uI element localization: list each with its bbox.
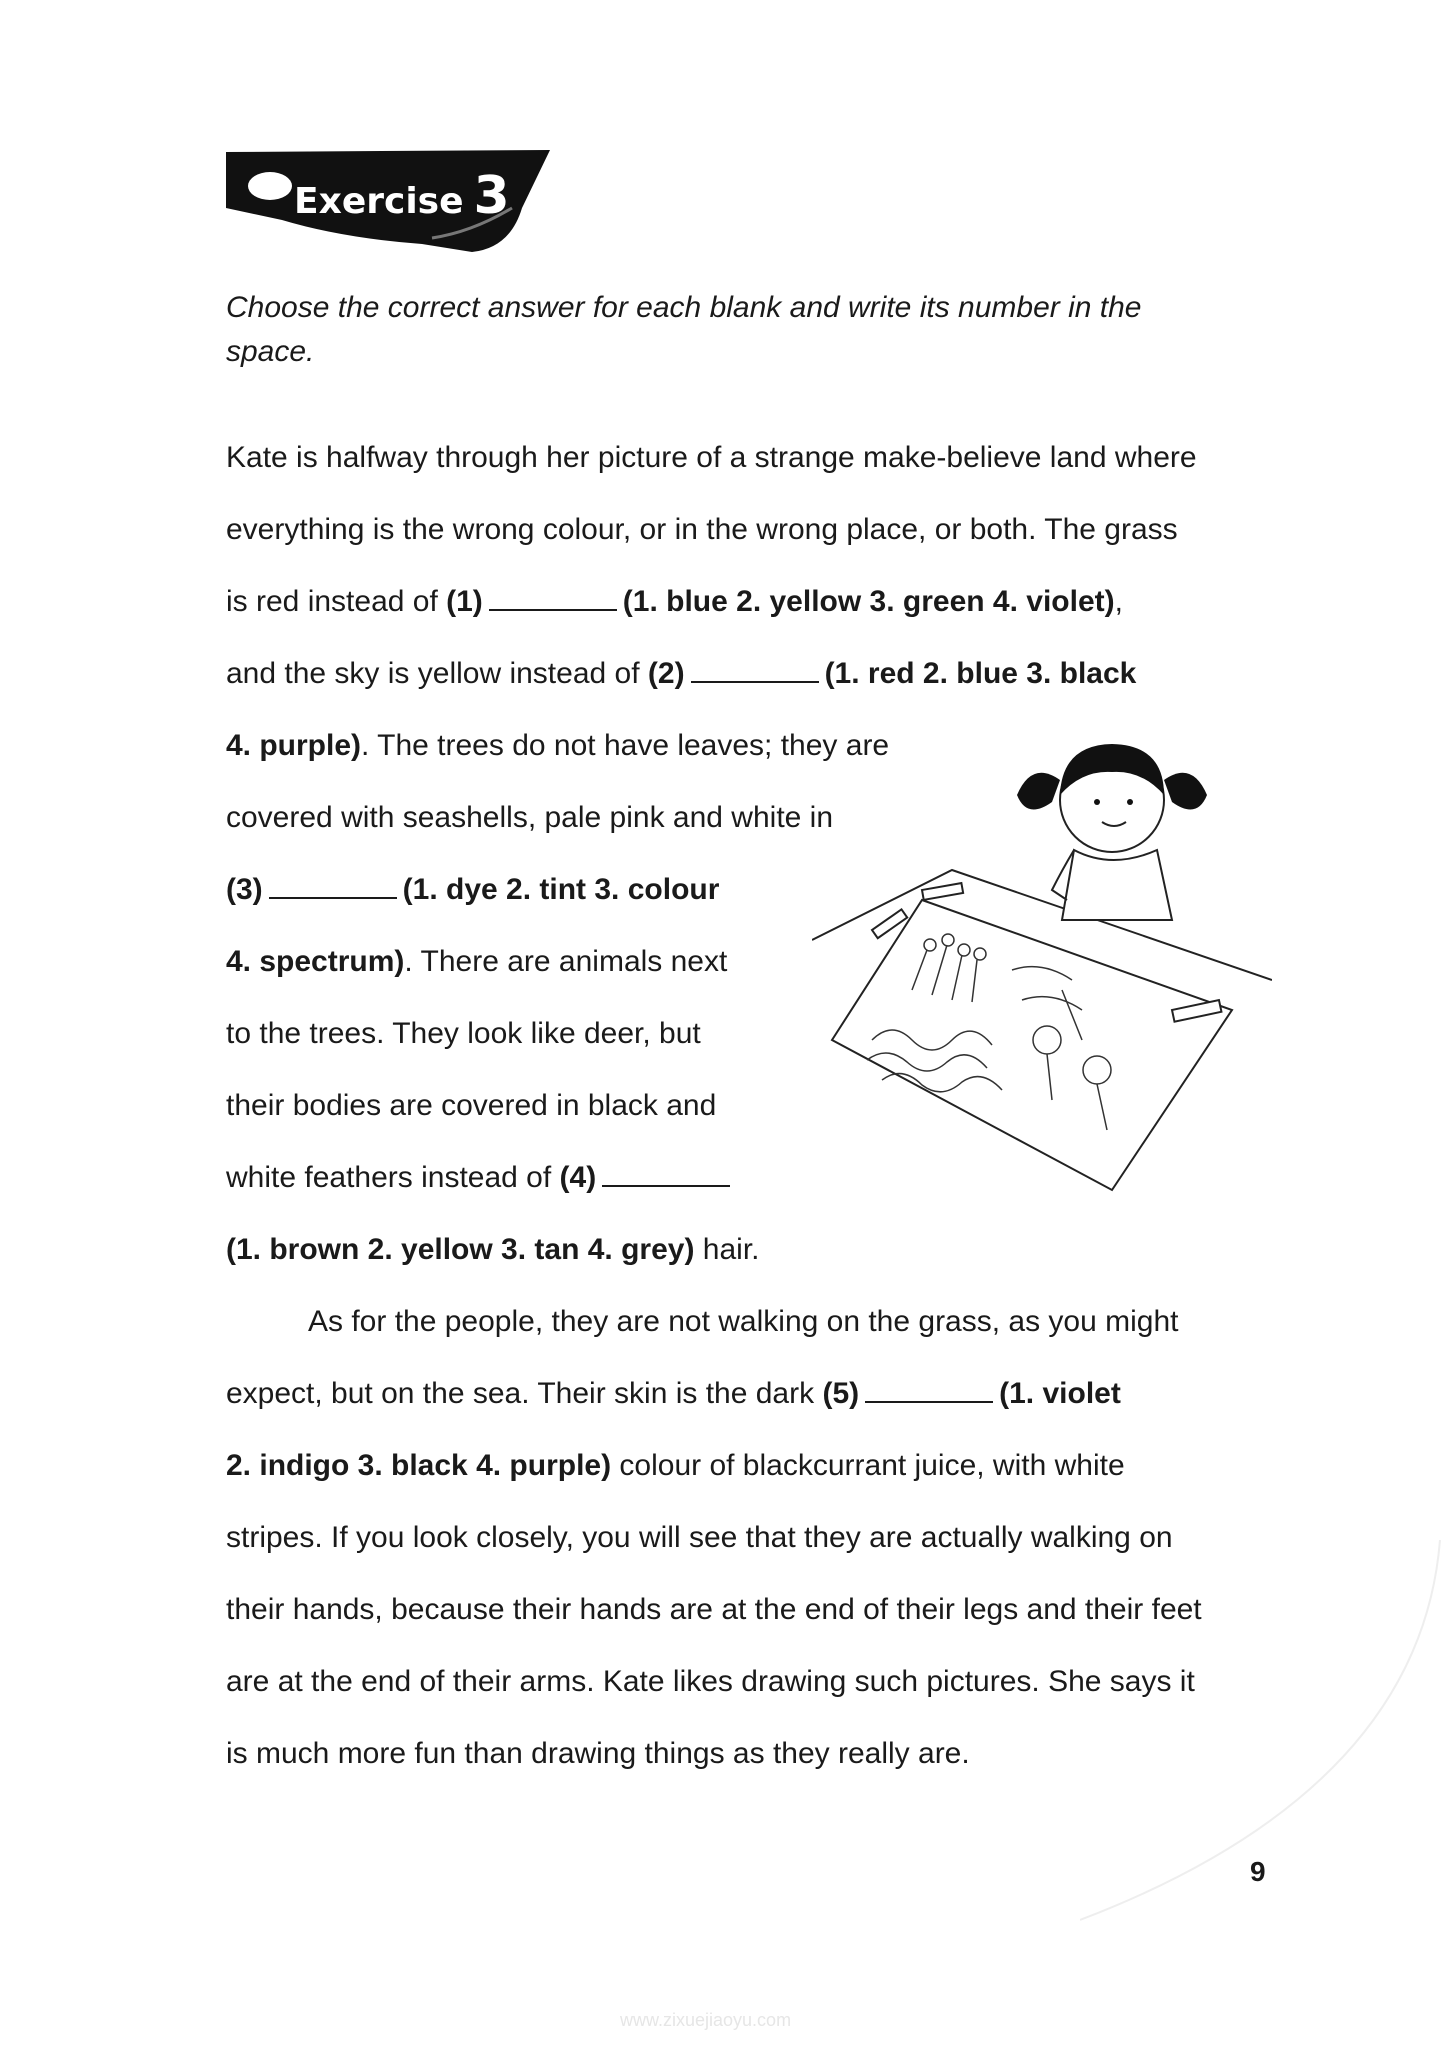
passage-line: their bodies are covered in black and xyxy=(226,1089,717,1122)
passage-line xyxy=(226,944,727,980)
answer-blank-2[interactable] xyxy=(691,659,819,683)
passage-text: colour of blackcurrant juice, with white xyxy=(611,1449,1125,1482)
blank-number: (5) xyxy=(822,1377,860,1410)
blank-number: (3) xyxy=(226,873,263,906)
options-3: (1. dye 2. tint 3. colour xyxy=(402,873,720,906)
exercise-label: Exercise xyxy=(294,181,464,222)
options-3-cont: 4. spectrum) xyxy=(226,945,405,978)
passage-line: covered with seashells, pale pink and white in xyxy=(226,801,834,834)
passage-line: are at the end of their arms. Kate likes drawing such pictures. She says it xyxy=(226,1665,1195,1698)
answer-blank-4[interactable] xyxy=(602,1163,730,1187)
passage-text: and the sky is yellow instead of xyxy=(226,657,648,690)
options-2-cont: 4. purple) xyxy=(226,729,362,762)
passage-line: stripes. If you look closely, you will see that they are actually walking on xyxy=(226,1521,1173,1554)
blank-number: (1) xyxy=(446,585,483,618)
passage-line xyxy=(226,728,889,764)
passage-line: to the trees. They look like deer, but xyxy=(226,1017,701,1050)
answer-blank-3[interactable] xyxy=(269,875,397,899)
passage-line xyxy=(226,1232,760,1268)
passage-line: Kate is halfway through her picture of a strange make-believe land where xyxy=(226,441,1197,474)
footer-watermark: www.zixuejiaoyu.com xyxy=(620,2010,792,2030)
passage-line: is much more fun than drawing things as they really are. xyxy=(226,1737,970,1770)
passage-text: is red instead of xyxy=(226,585,447,618)
passage-text: expect, but on the sea. Their skin is the dark xyxy=(226,1377,823,1410)
blank-number: (4) xyxy=(559,1161,597,1194)
options-2: (1. red 2. blue 3. black xyxy=(824,657,1137,690)
passage-line xyxy=(226,1448,1125,1484)
badge-dot xyxy=(248,172,292,200)
options-5-cont: 2. indigo 3. black 4. purple) xyxy=(226,1449,612,1482)
answer-blank-5[interactable] xyxy=(865,1379,993,1403)
passage-text: hair. xyxy=(694,1233,760,1266)
options-1: (1. blue 2. yellow 3. green 4. violet) xyxy=(622,585,1115,618)
passage-text: . There are animals next xyxy=(404,945,728,978)
answer-blank-1[interactable] xyxy=(489,587,617,611)
page-number: 9 xyxy=(1250,1856,1266,1887)
exercise-badge xyxy=(222,148,552,258)
passage-text: , xyxy=(1114,585,1123,618)
passage-line xyxy=(226,1376,1121,1412)
passage-line xyxy=(226,1160,736,1196)
passage-line xyxy=(226,584,1123,620)
blank-number: (2) xyxy=(647,657,685,690)
passage-line: their hands, because their hands are at the end of their legs and their feet xyxy=(226,1593,1202,1626)
options-4: (1. brown 2. yellow 3. tan 4. grey) xyxy=(226,1233,695,1266)
options-5: (1. violet xyxy=(999,1377,1121,1410)
passage-line xyxy=(226,656,1136,692)
passage-text: white feathers instead of xyxy=(226,1161,560,1194)
instruction-text: Choose the correct answer for each blank and write its number in the space. xyxy=(226,291,1142,368)
passage-line: As for the people, they are not walking on the grass, as you might xyxy=(308,1305,1179,1338)
exercise-number: 3 xyxy=(473,166,510,226)
girl-drawing-illustration xyxy=(812,740,1272,1200)
passage-line: everything is the wrong colour, or in the wrong place, or both. The grass xyxy=(226,513,1178,546)
passage-line xyxy=(226,872,719,908)
exercise-title xyxy=(294,166,510,226)
passage-text: . The trees do not have leaves; they are xyxy=(361,729,890,762)
